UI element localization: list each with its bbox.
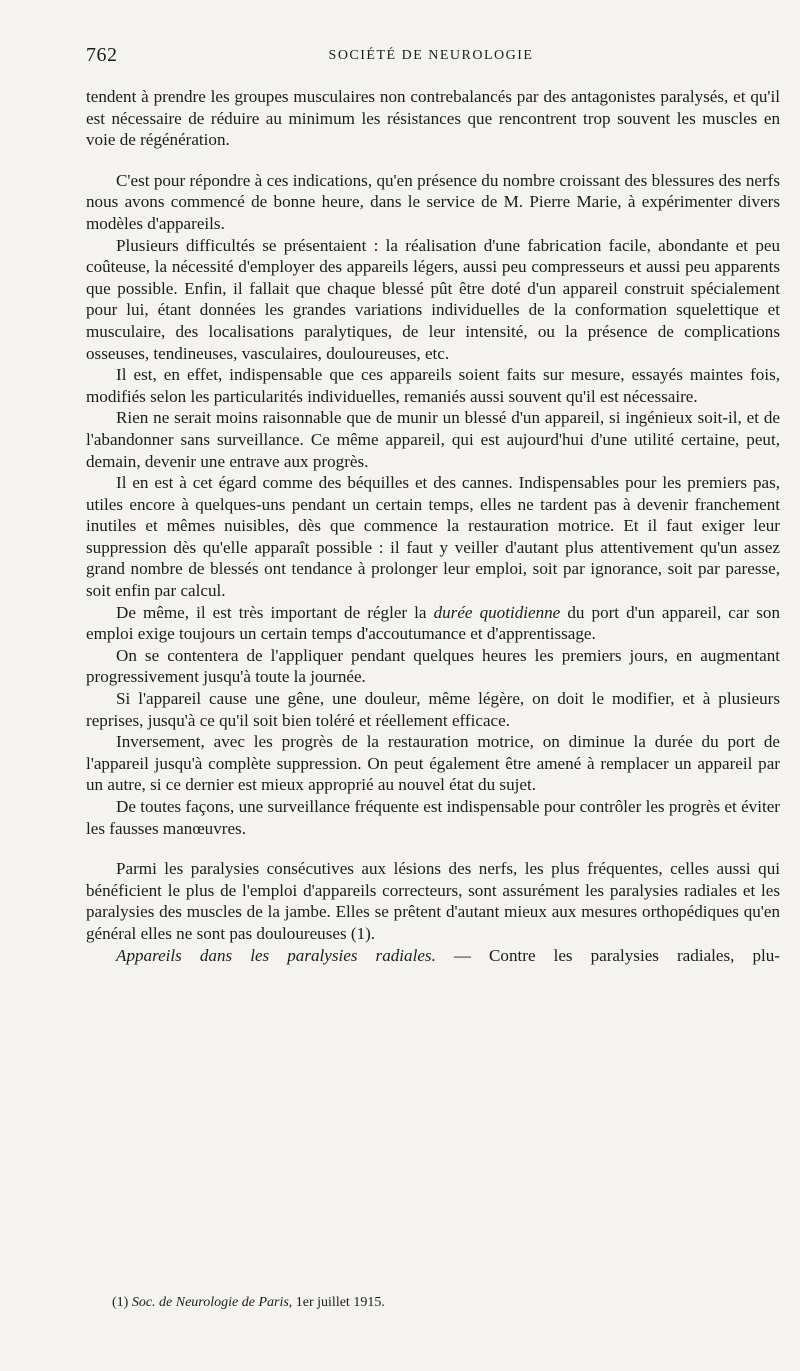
paragraph-7-end: du port d'un appareil, car son emploi exige toujours un certain temps d'accoutumance et d'apprentissage. — [86, 602, 780, 644]
paragraph-8: On se contentera de l'appliquer pendant quelques heures les premiers jours, en augmentant progressivement jusqu'à toute la journée. — [86, 645, 780, 687]
footnote-date: 1er juillet 1915. — [292, 1295, 385, 1310]
paragraph-4: Il est, en effet, indispensable que ces appareils soient faits sur mesure, essayés maintes fois, modifiés selon les particularités individuelles, remaniés aussi souvent qu'il est nécessaire. — [86, 365, 780, 406]
paragraph-10: Inversement, avec les progrès de la restauration motrice, on diminue la durée du port de l'appareil jusqu'à complète suppression. On peut également être amené à remplacer un appareil par un autre, si ce dernier est mieux approprié au nouvel état du sujet. — [86, 732, 780, 795]
paragraph-11: De toutes façons, une surveillance fréquente est indispensable pour contrôler les progrès et éviter les fausses manœuvres. — [86, 797, 780, 838]
paragraph-6: Il en est à cet égard comme des béquilles et des cannes. Indispensables pour les premiers pas, utiles encore à quelques-uns pendant un certain temps, elles ne tardent pas à devenir franchement inutiles et mêmes nuisibles, dès que commence la restauration motrice. Et il faut exiger leur suppression dès qu'elle apparaît possible : il faut y veiller d'autant plus attentivement qu'un assez grand nombre de blessés ont tendance à prolonger leur emploi, soit par ignorance, soit par paresse, soit enfin par calcul. — [86, 473, 780, 601]
footnote-marker: (1) — [112, 1295, 129, 1310]
paragraph-2: C'est pour répondre à ces indications, qu'en présence du nombre croissant des blessures des nerfs nous avons commencé de bonne heure, dans le service de M. Pierre Marie, à expérimenter divers modèles d'appareils. — [86, 170, 780, 233]
running-title: SOCIÉTÉ DE NEUROLOGIE — [328, 48, 534, 63]
page-number: 762 — [86, 44, 118, 66]
paragraph-7 — [86, 602, 780, 645]
paragraph-5: Rien ne serait moins raisonnable que de munir un blessé d'un appareil, si ingénieux soit-il, et de l'abandonner sans surveillance. Ce même appareil, qui est aujourd'hui d'une utilité certaine, peut, demain, devenir une entrave aux progrès. — [86, 408, 780, 471]
paragraph-7-emphasis: durée quotidienne — [433, 602, 561, 622]
page-header — [86, 44, 776, 74]
body-text — [86, 86, 780, 966]
section-heading-radial: Appareils dans les paralysies radiales. — [116, 945, 436, 965]
paragraph-9: Si l'appareil cause une gêne, une douleur, même légère, on doit le modifier, et à plusieurs reprises, jusqu'à ce qu'il soit bien toléré et réellement efficace. — [86, 689, 780, 730]
paragraph-1: tendent à prendre les groupes musculaires non contrebalancés par des antagonistes paralysés, et qu'il est nécessaire de réduire au minimum les résistances que rencontrent trop souvent les muscles en voie de régénération. — [86, 87, 780, 150]
paragraph-7-start: De même, il est très important de régler la — [116, 602, 434, 622]
paragraph-13-text: — Contre les paralysies radiales, plu- — [435, 945, 780, 965]
footnote — [112, 1295, 385, 1311]
paragraph-13 — [86, 945, 780, 967]
paragraph-3: Plusieurs difficultés se présentaient : la réalisation d'une fabrication facile, abondante et peu coûteuse, la nécessité d'employer des appareils légers, aussi peu compresseurs et aussi peu apparents que possible. Enfin, il fallait que chaque blessé pût être doté d'un appareil construit spécialement pour lui, étant données les grandes variations individuelles de la conformation squelettique et musculaire, des localisations paralytiques, de leur intensité, ou la présence de complications osseuses, tendineuses, vasculaires, douloureuses, etc. — [86, 235, 780, 363]
footnote-source: Soc. de Neurologie de Paris, — [131, 1295, 293, 1310]
paragraph-12: Parmi les paralysies consécutives aux lésions des nerfs, les plus fréquentes, celles aussi qui bénéficient le plus de l'emploi d'appareils correcteurs, sont assurément les paralysies radiales et les paralysies des muscles de la jambe. Elles se prêtent d'autant mieux aux mesures orthopédiques qu'en général elles ne sont pas douloureuses (1). — [86, 859, 780, 943]
